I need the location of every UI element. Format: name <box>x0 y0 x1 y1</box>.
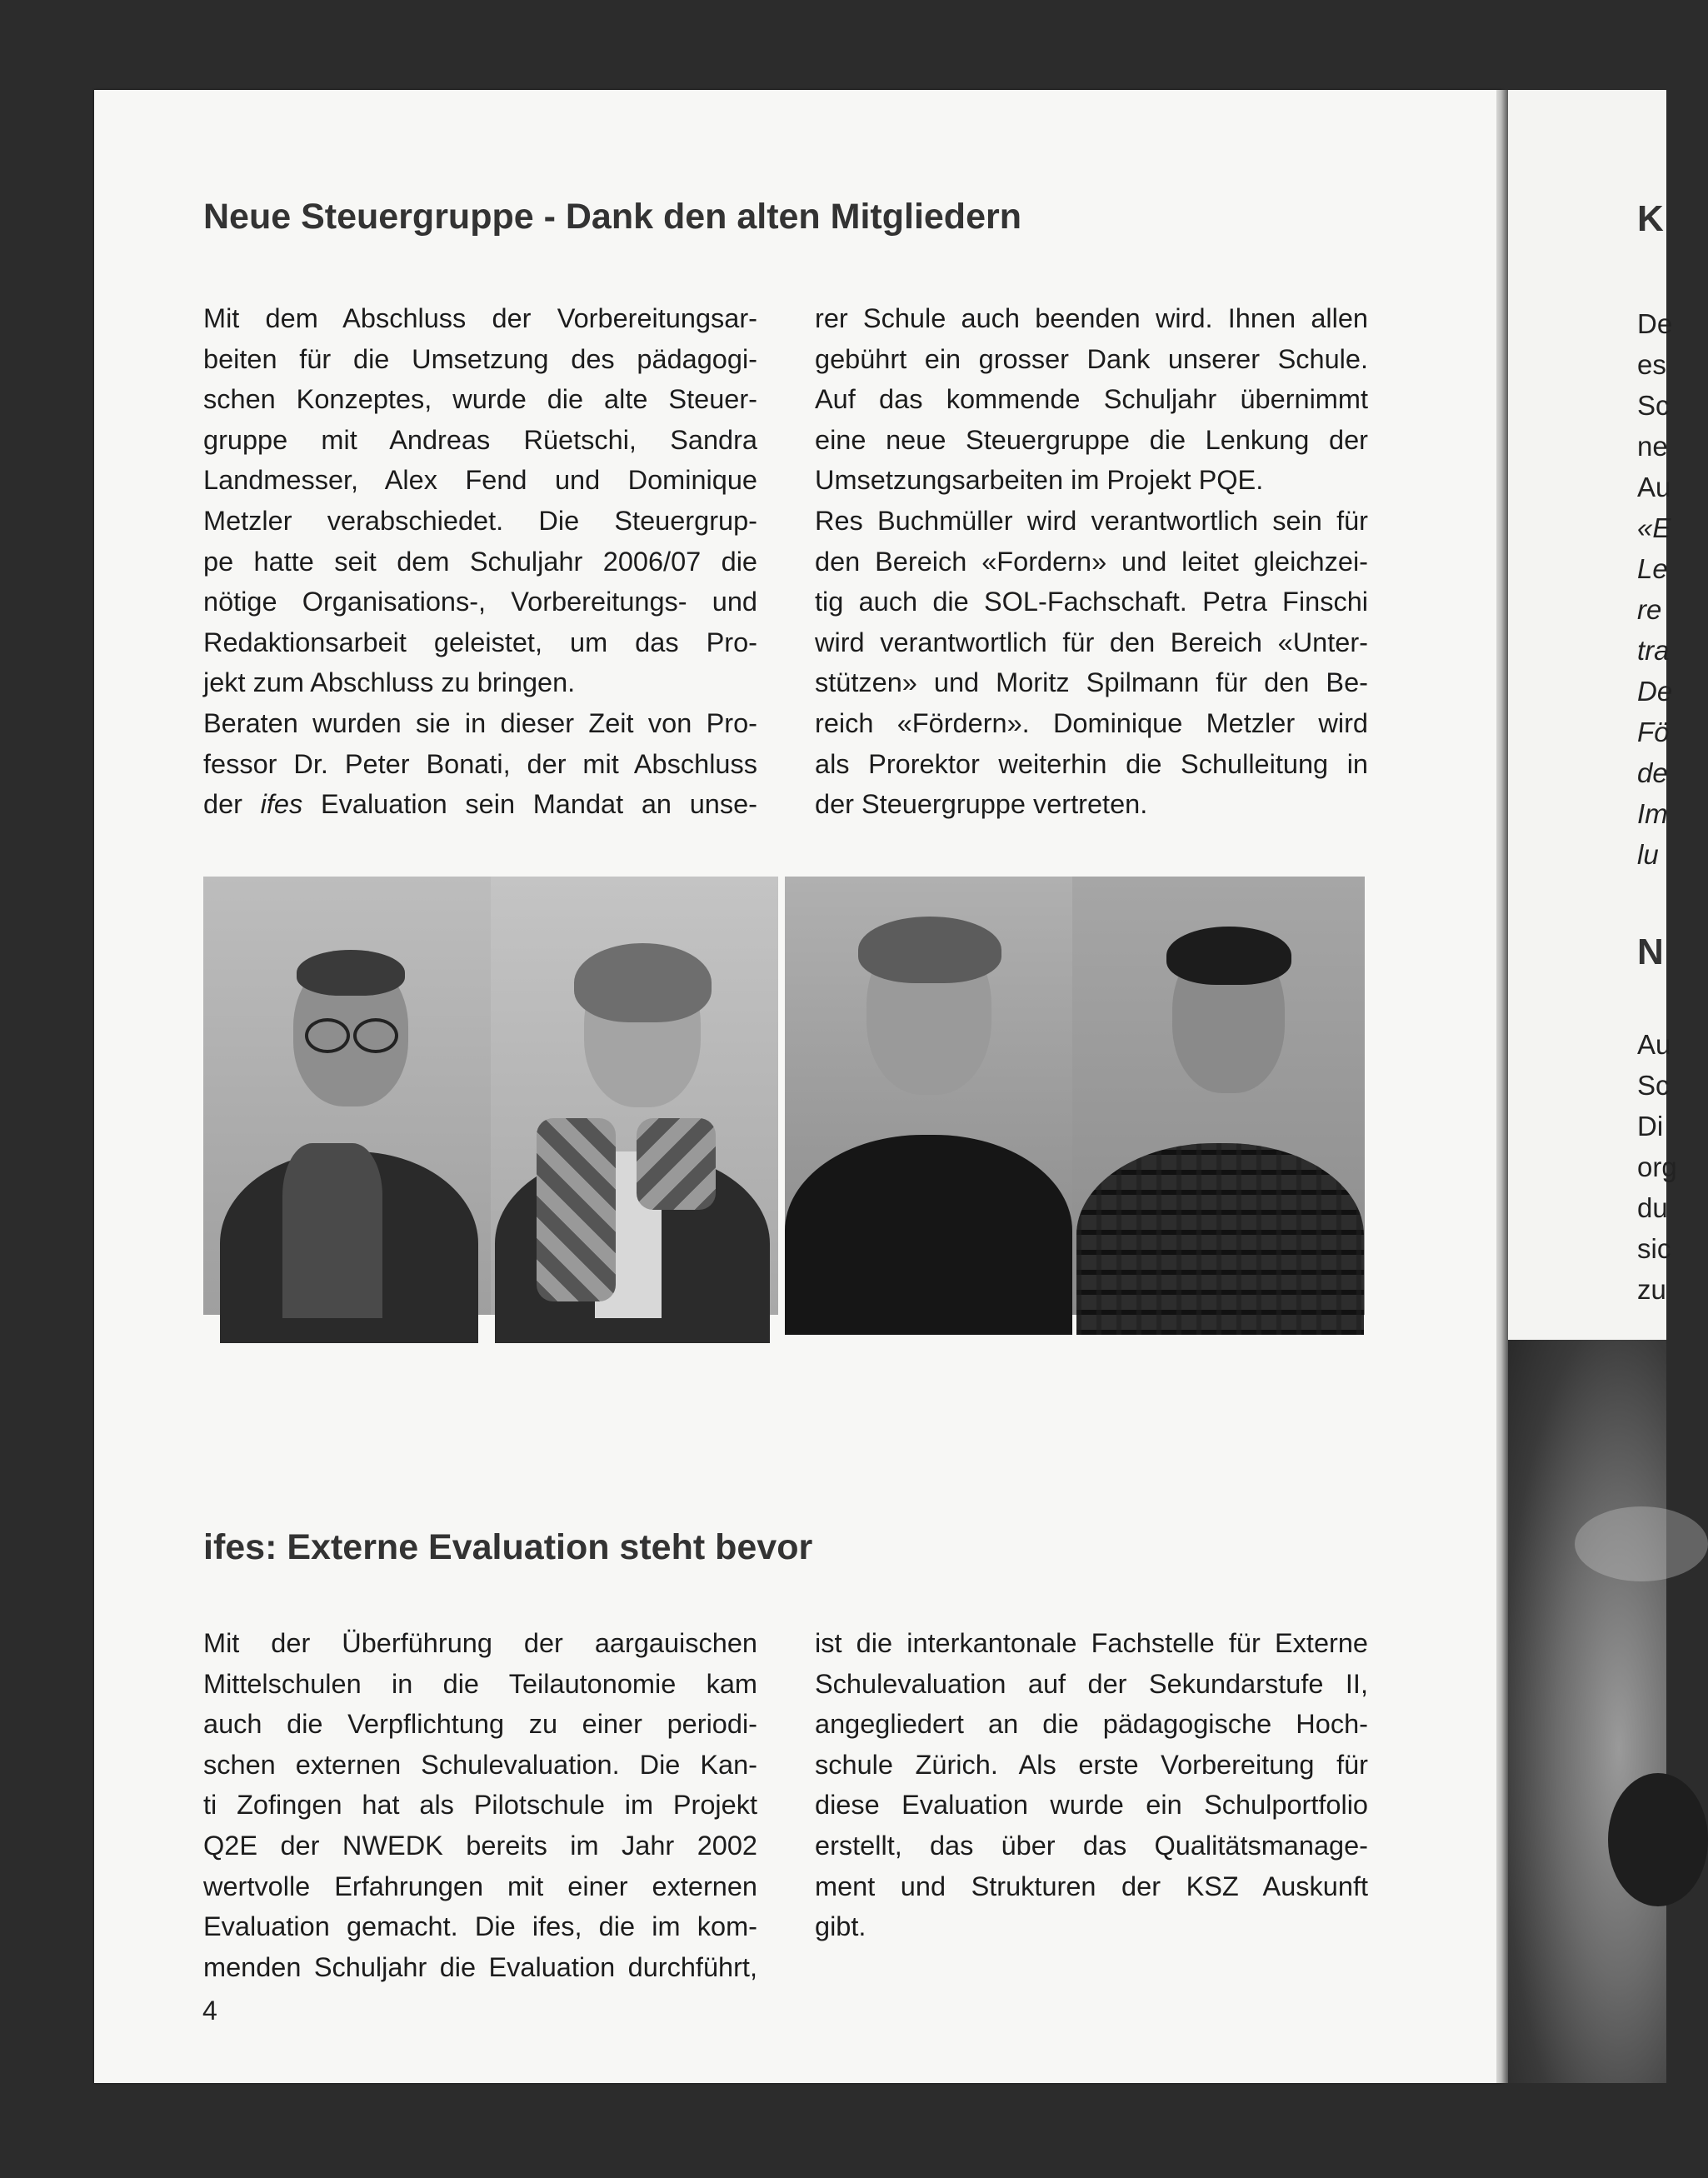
text-line: tig auch die SOL-Fachschaft. Petra Finschi <box>815 587 1368 617</box>
text-line: pe hatte seit dem Schuljahr 2006/07 die <box>203 546 757 577</box>
portrait-photo-1 <box>203 877 491 1315</box>
right-text-line: org <box>1637 1151 1677 1182</box>
section-title-steuergruppe: Neue Steuergruppe - Dank den alten Mitgliedern <box>203 197 1021 237</box>
right-text-line: Sc <box>1637 1070 1670 1101</box>
portrait-photo-2 <box>491 877 778 1315</box>
text-line: Mit der Überführung der aargauischen <box>203 1628 757 1658</box>
right-page-photo <box>1508 1340 1666 2083</box>
right-text-line: «E <box>1637 512 1671 543</box>
text-line: Mittelschulen in die Teilautonomie kam <box>203 1668 757 1699</box>
portrait-photo-4 <box>1072 877 1365 1315</box>
book-gutter <box>1496 90 1508 2083</box>
text-line: fessor Dr. Peter Bonati, der mit Abschluss <box>203 748 757 779</box>
portrait-photos <box>203 877 1365 1315</box>
text-line: ist die interkantonale Fachstelle für Externe <box>815 1628 1368 1658</box>
text-line: gebührt ein grosser Dank unserer Schule. <box>815 343 1368 374</box>
section2-column-left <box>203 1623 757 1987</box>
text-line: nötige Organisations-, Vorbereitungs- und <box>203 587 757 617</box>
text-line: ti Zofingen hat als Pilotschule im Projekt <box>203 1790 757 1821</box>
right-text-line: de <box>1637 757 1668 788</box>
text-line: wertvolle Erfahrungen mit einer externen <box>203 1871 757 1901</box>
right-text-line: ne <box>1637 431 1668 462</box>
text-line: reich «Fördern». Dominique Metzler wird <box>815 707 1368 738</box>
text-line: gibt. <box>815 1911 866 1942</box>
text-line: erstellt, das über das Qualitätsmanage- <box>815 1830 1368 1861</box>
text-line: beiten für die Umsetzung des pädagogi- <box>203 343 757 374</box>
right-text-line: Au <box>1637 472 1671 502</box>
text-line: schen Konzeptes, wurde die alte Steuer- <box>203 384 757 415</box>
section-title-ifes: ifes: Externe Evaluation steht bevor <box>203 1527 813 1567</box>
text-line: schen externen Schulevaluation. Die Kan- <box>203 1749 757 1780</box>
text-line: Res Buchmüller wird verantwortlich sein für <box>815 505 1368 536</box>
text-line: den Bereich «Fordern» und leitet gleichzei- <box>815 546 1368 577</box>
right-text-line: Au <box>1637 1029 1671 1060</box>
text-line: Q2E der NWEDK bereits im Jahr 2002 <box>203 1830 757 1861</box>
text-line: eine neue Steuergruppe die Lenkung der <box>815 424 1368 455</box>
right-text-line: De <box>1637 308 1673 339</box>
right-text-line: zu <box>1637 1274 1666 1305</box>
text-line: Landmesser, Alex Fend und Dominique <box>203 465 757 496</box>
text-line: der Steuergruppe vertreten. <box>815 789 1148 820</box>
text-line: Mit dem Abschluss der Vorbereitungsar- <box>203 303 757 333</box>
text-line: stützen» und Moritz Spilmann für den Be- <box>815 667 1368 698</box>
text-line: rer Schule auch beenden wird. Ihnen allen <box>815 303 1368 333</box>
text-line: gruppe mit Andreas Rüetschi, Sandra <box>203 424 757 455</box>
portrait-photo-3 <box>785 877 1072 1315</box>
right-text-line: De <box>1637 676 1673 707</box>
text-line: der ifes Evaluation sein Mandat an unse- <box>203 789 757 820</box>
ifes-italic: ifes <box>260 789 303 820</box>
right-page-edge <box>1508 90 1677 2083</box>
text-line: Umsetzungsarbeiten im Projekt PQE. <box>815 465 1264 496</box>
text-line: angegliedert an die pädagogische Hoch- <box>815 1709 1368 1740</box>
photo-separator <box>778 877 785 1315</box>
right-text-line: Sc <box>1637 390 1670 421</box>
right-text-line: du <box>1637 1192 1668 1223</box>
text-line: Redaktionsarbeit geleistet, um das Pro- <box>203 627 757 657</box>
text-line: auch die Verpflichtung zu einer periodi- <box>203 1709 757 1740</box>
text-line: Beraten wurden sie in dieser Zeit von Pro- <box>203 707 757 738</box>
text-line: jekt zum Abschluss zu bringen. <box>203 667 576 698</box>
right-text-line: Im <box>1637 798 1668 829</box>
text-line: schule Zürich. Als erste Vorbereitung für <box>815 1749 1368 1780</box>
right-heading-1: K <box>1637 198 1664 239</box>
text-line: wird verantwortlich für den Bereich «Unter- <box>815 627 1368 657</box>
right-text-line: Fö <box>1637 717 1670 747</box>
right-text-line: sic <box>1637 1233 1671 1264</box>
text-line: Evaluation gemacht. Die ifes, die im kom- <box>203 1911 757 1942</box>
right-text-line: lu <box>1637 839 1659 870</box>
text-line: Metzler verabschiedet. Die Steuergrup- <box>203 505 757 536</box>
right-text-line: Di <box>1637 1111 1664 1141</box>
section1-column-left <box>203 298 757 825</box>
right-text-line: tra <box>1637 635 1670 666</box>
text-line: menden Schuljahr die Evaluation durchführt, <box>203 1951 757 1982</box>
section1-column-right <box>815 298 1368 825</box>
right-heading-2: N <box>1637 932 1664 972</box>
text-line: diese Evaluation wurde ein Schulportfolio <box>815 1790 1368 1821</box>
text-line: als Prorektor weiterhin die Schulleitung in <box>815 748 1368 779</box>
section2-column-right <box>815 1623 1368 1947</box>
right-text-line: es <box>1637 349 1666 380</box>
page-number: 4 <box>202 1996 217 2026</box>
right-text-line: re <box>1637 594 1662 625</box>
right-text-line: Le <box>1637 553 1668 584</box>
text-line: Auf das kommende Schuljahr übernimmt <box>815 384 1368 415</box>
text-line: Schulevaluation auf der Sekundarstufe II, <box>815 1668 1368 1699</box>
text-line: ment und Strukturen der KSZ Auskunft <box>815 1871 1368 1901</box>
